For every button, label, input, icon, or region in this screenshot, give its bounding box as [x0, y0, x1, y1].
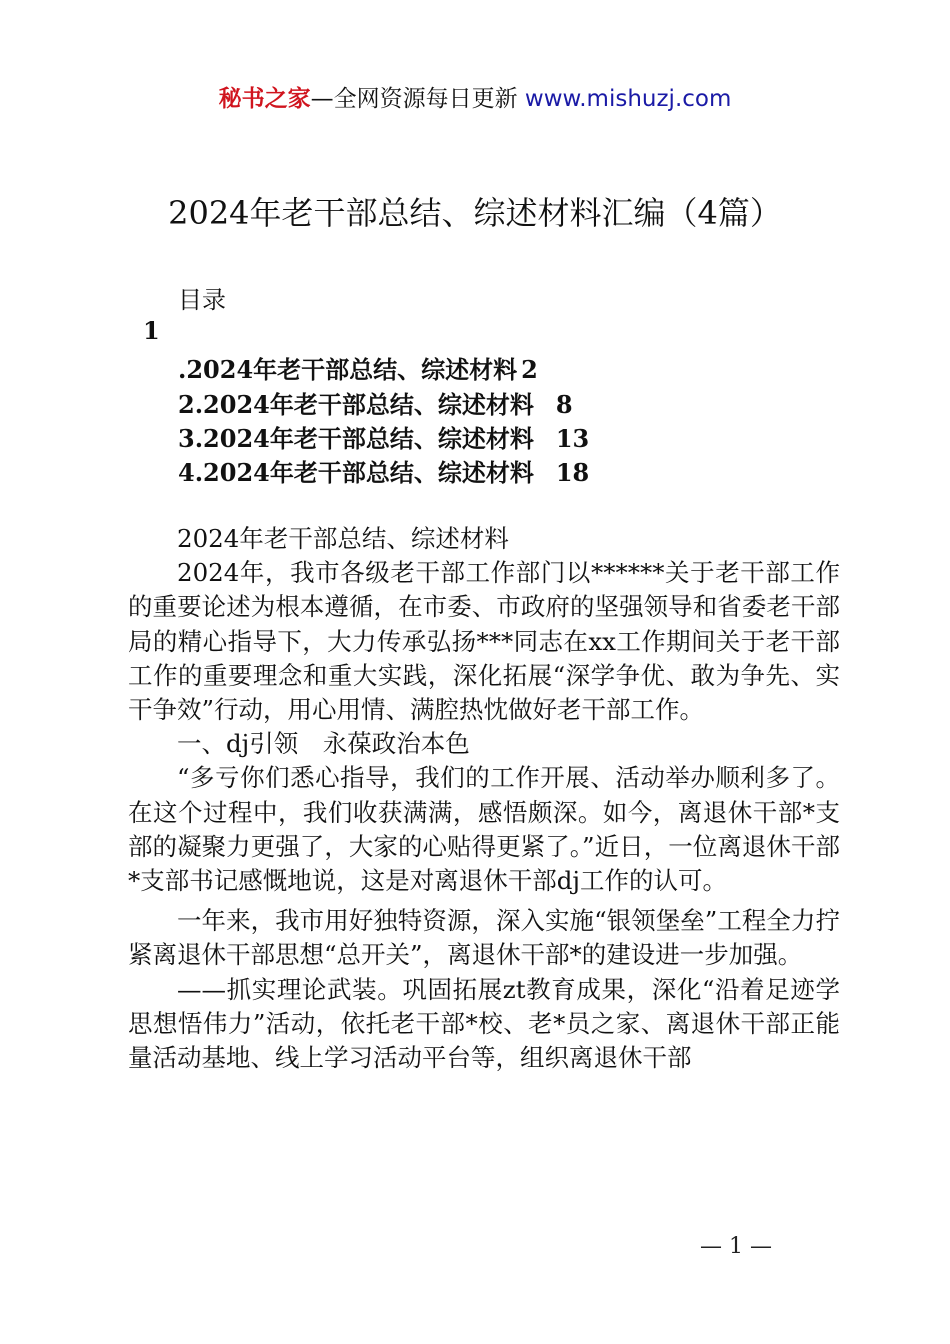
toc-item-label: 3.2024年老干部总结、综述材料: [178, 424, 534, 453]
toc-heading: 目录: [178, 286, 226, 314]
banner-slogan: —全网资源每日更新: [310, 86, 518, 112]
paragraph: 2024年，我市各级老干部工作部门以******关于老干部工作的重要论述为根本遵循，在市委、市政府的坚强领导和省委老干部局的精心指导下，大力传承弘扬***同志在xx工作期间关于老干部工作的重要理念和重大实践，深化拓展“深学争优、敢为争先、实干争效”行动，用心用情、满腔热忱做好老干部工作。: [128, 558, 840, 725]
section-title: 2024年老干部总结、综述材料: [177, 524, 509, 553]
toc-item-4[interactable]: [178, 453, 589, 488]
toc-item-page: 13: [555, 424, 590, 453]
page-number: — 1 —: [700, 1234, 772, 1259]
toc-item-label: .2024年老干部总结、综述材料: [178, 355, 518, 384]
banner-brand: 秘书之家: [218, 86, 311, 112]
paragraph: “多亏你们悉心指导，我们的工作开展、活动举办顺利多了。在这个过程中，我们收获满满，感悟颇深。如今，离退休干部*支部的凝聚力更强了，大家的心贴得更紧了。”近日，一位离退休干部*支部书记感慨地说，这是对离退休干部dj工作的认可。: [128, 763, 840, 896]
toc-item-page: 8: [555, 390, 573, 419]
body-text: [128, 522, 840, 1075]
toc-item-2[interactable]: [178, 385, 573, 420]
toc-item-label: 2.2024年老干部总结、综述材料: [178, 390, 534, 419]
toc-item-3[interactable]: [178, 419, 589, 454]
toc-item-page: 18: [555, 458, 590, 487]
toc-item-1[interactable]: [178, 350, 538, 385]
toc-item-label: 4.2024年老干部总结、综述材料: [178, 458, 534, 487]
site-banner: [0, 80, 950, 113]
toc-first-number: 1: [143, 316, 160, 345]
toc-item-page: 2: [521, 355, 538, 384]
paragraph: 一年来，我市用好独特资源，深入实施“银领堡垒”工程全力拧紧离退休干部思想“总开关”，离退休干部*的建设进一步加强。: [128, 906, 840, 970]
section-heading: 一、dj引领 永葆政治本色: [177, 729, 470, 759]
paragraph: ——抓实理论武装。巩固拓展zt教育成果，深化“沿着足迹学思想悟伟力”活动，依托老干部*校、老*员之家、离退休干部正能量活动基地、线上学习活动平台等，组织离退休干部: [128, 974, 840, 1073]
banner-url[interactable]: www.mishuzj.com: [517, 86, 732, 112]
document-title: 2024年老干部总结、综述材料汇编（4篇）: [168, 194, 782, 232]
